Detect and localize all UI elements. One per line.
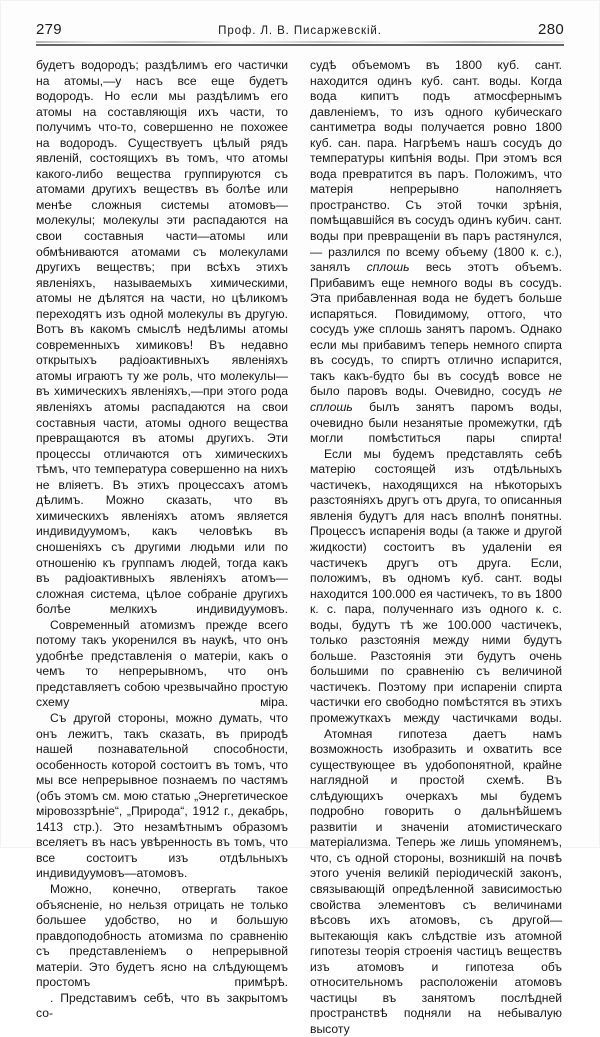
emphasis-text: сплошь — [366, 260, 410, 275]
paragraph — [310, 447, 562, 727]
paragraph — [310, 58, 562, 447]
body-text: былъ занятъ паромъ воды, очевидно были незанятые промежутки, гдѣ могли помѣститься пары спирта! — [310, 400, 562, 446]
header-rule — [36, 44, 564, 46]
column-right — [310, 58, 562, 1036]
text-columns — [36, 58, 568, 1036]
running-head — [36, 21, 564, 41]
emphasis-text: не сплошь — [310, 384, 562, 415]
paragraph — [310, 727, 562, 1037]
body-text: Съ другой стороны, можно думать, что онъ лежитъ, такъ сказать, въ природѣ нашей познавательной способности, особенность которой состоитъ въ томъ, что мы все непрерывное познаемъ по частямъ (объ этомъ см. мою статью „Энергетическое міровоззрѣніе“, „Природа“, 1912 г., декабрь, 1413 стр.). Это незамѣтнымъ образомъ вселяетъ въ насъ увѣренность въ томъ, что все состоитъ изъ отдѣльныхъ индивидуумовъ—атомовъ. — [36, 710, 288, 881]
column-left — [36, 58, 288, 1021]
paragraph — [36, 58, 288, 618]
running-head-title: Проф. Л. В. Писаржевскій. — [218, 25, 382, 37]
body-text: Можно, конечно, отвергать такое объясненіе, но нельзя отрицать не только большее удобство, но и большую правдоподобность атомизма по сравненію съ представленіемъ о непрерывной матеріи. Это будетъ ясно на слѣдующемъ простомъ примѣрѣ. — [36, 881, 288, 990]
paragraph — [36, 991, 288, 1022]
paragraph — [36, 882, 288, 991]
folio-left: 279 — [36, 21, 62, 38]
body-text: будетъ водородъ; раздѣлимъ его частички на атомы,—у насъ все еще будетъ водородъ. Но если мы раздѣлимъ его атомы на составляющія ихъ части, то получимъ что-то, совершенно не похожее на водородъ. Существуетъ цѣлый рядъ явленій, состоящихъ въ томъ, что атомы какого-либо вещества группируются съ атомами другихъ веществъ въ болѣе или менѣе сложныя системы атомовъ—молекулы; молекулы эти распадаются на свои составныя части—атомы или обмѣниваются атомами съ молекулами другихъ веществъ; при всѣхъ этихъ явленіяхъ, называемыхъ химическими, атомы не дѣлятся на части, но цѣликомъ переходятъ изъ одной молекулы въ другую. Вотъ въ какомъ смыслѣ недѣлимы атомы современныхъ химиковъ! Въ недавно открытыхъ радіоактивныхъ явленіяхъ атомы играютъ ту же роль, что молекулы—въ химическихъ явленіяхъ,—при этого рода явленіяхъ атомы распадаются на свои составныя части, атомы одного вещества превращаются въ атомы другихъ. Эти процессы отличаются отъ химическихъ тѣмъ, что температура совершенно на нихъ не вліяетъ. Въ этихъ процессахъ атомъ дѣлимъ. Можно сказать, что въ химическихъ явленіяхъ атомъ является индивидуумомъ, какъ человѣкъ въ сношеніяхъ съ другими людьми или по отношенію къ группамъ людей, тогда какъ въ радіоактивныхъ явленіяхъ атомъ—сложная система, цѣлое собраніе другихъ болѣе мелкихъ индивидуумовъ. — [36, 58, 288, 617]
body-text: . Представимъ себѣ, что въ закрытомъ со- — [36, 990, 288, 1021]
body-text: весь этотъ объемъ. Прибавимъ еще немного воды въ сосудъ. Эта прибавленная вода не будетъ больше испаряться. Повидимому, оттого, что сосудъ уже сплошь занятъ паромъ. Однако если мы прибавимъ теперь немного спирта въ сосудъ, то спиртъ отлично испарится, такъ какъ-будто бы въ сосудѣ вовсе не было паровъ воды. Очевидно, сосудъ — [310, 260, 562, 399]
body-text: судѣ объемомъ въ 1800 куб. сант. находится одинъ куб. сант. воды. Когда вода кипитъ подъ атмосфернымъ давленіемъ, то изъ одного кубическаго сантиметра воды получается ровно 1800 куб. сан. пара. Нагрѣемъ нашъ сосудъ до температуры кипѣнія воды. При этомъ вся вода превратится въ паръ. Положимъ, что матерія непрерывно наполняетъ пространство. Съ этой точки зрѣнія, помѣщавшійся въ сосудъ одинъ кубич. сант. воды при превращеніи въ паръ растянулся, — разлился по всему объему (1800 к. с.), занялъ — [310, 58, 562, 275]
body-text: Атомная гипотеза даетъ намъ возможность изобразить и охватить все существующее въ удобопонятной, крайне наглядной и простой схемѣ. Въ слѣдующихъ очеркахъ мы будемъ подробно говорить о дальнѣйшемъ развитіи и значеніи атомистическаго матеріализма. Теперь же лишь упомянемъ, что, съ одной стороны, возникшій на почвѣ этого ученія великій періодическій законъ, связывающій опредѣленной зависимостью свойства элементовъ съ величинами вѣсовъ ихъ атомовъ, съ другой—вытекающія какъ слѣдствіе изъ атомной гипотезы теорія строенія частицъ веществъ изъ атомовъ и гипотеза объ относительномъ расположеніи атомовъ частицы въ занятомъ послѣдней пространствѣ подняли на небывалую высоту — [310, 726, 562, 1036]
paragraph — [36, 618, 288, 711]
header-rule-artifact — [36, 41, 564, 43]
body-text: Современный атомизмъ прежде всего потому такъ укоренился въ наукѣ, что онъ удобнѣе представленія о матеріи, какъ о чемъ то непрерывномъ, что онъ представляетъ собою чрезвычайно простую схему міра. — [36, 617, 288, 710]
paragraph — [36, 711, 288, 882]
folio-right: 280 — [538, 21, 564, 38]
body-text: Если мы будемъ представлять себѣ матерію состоящей изъ отдѣльныхъ частичекъ, находящихся на нѣкоторыхъ разстояніяхъ другъ отъ друга, то описанныя явленія будутъ для насъ вполнѣ понятны. Процессъ испаренія воды (а также и другой жидкости) состоитъ въ удаленіи ея частичекъ другъ отъ друга. Если, положимъ, въ одномъ куб. сант. воды находится 100.000 ея частичекъ, то въ 1800 к. с. пара, полученнаго изъ одного к. с. воды, будутъ тѣ же 100.000 частичекъ, только разстоянія между ними будутъ больше. Разстоянія эти будутъ очень большими по сравненію съ величиной частичекъ. Поэтому при испареніи спирта частички его свободно помѣстятся въ этихъ промежуткахъ между частичками воды. — [310, 446, 562, 725]
